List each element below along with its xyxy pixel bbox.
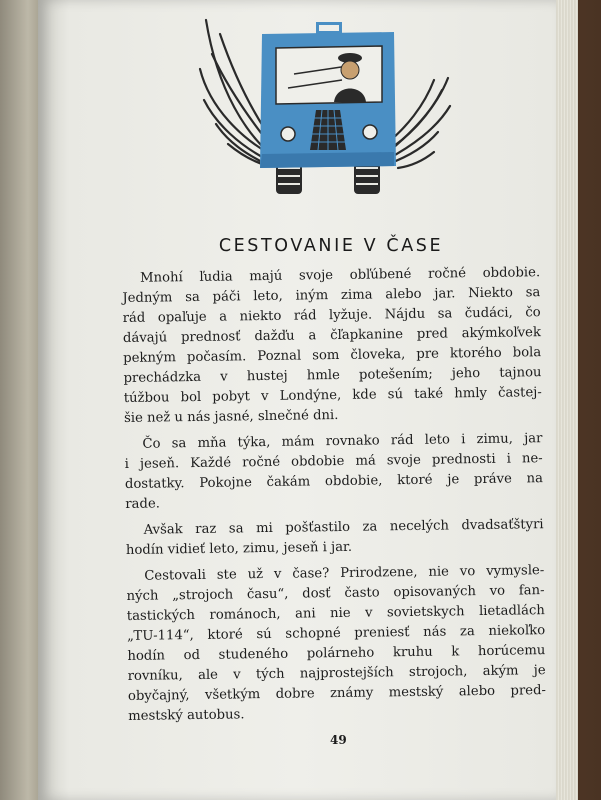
text-line: hodín od studeného polárneho kruhu k horúcemu — [127, 643, 546, 664]
text-line: dávajú prednosť dažďu a čľapkanine pred akýmkoľvek — [122, 325, 542, 346]
paragraph — [124, 429, 543, 515]
text-line: hodín vidieť leto, zimu, jeseň i jar. — [125, 539, 353, 558]
text-line: Jedným sa páči leto, iným zima alebo jar. Niekto sa — [122, 285, 541, 306]
paragraph — [126, 561, 546, 727]
paragraph — [126, 515, 545, 561]
text-line: rád opaľuje a niekto rád lyžuje. Nájdu sa čudáci, čo — [122, 305, 541, 326]
paragraph — [122, 263, 542, 429]
text-line: tastických románoch, ani nie v sovietskych lietadlách — [126, 603, 545, 624]
text-line: Čo sa mňa týka, mám rovnako rád leto i zimu, jar — [142, 431, 543, 452]
text-line: rovníku, ale v tých najprostejších strojoch, akým je — [127, 663, 546, 684]
text-line: mestský autobus. — [128, 707, 245, 724]
text-line: šie než u nás jasné, slnečné dni. — [123, 407, 339, 426]
text-line: rade. — [125, 496, 160, 512]
text-line: i jeseň. Každé ročné obdobie má svoje prednosti i ne- — [124, 451, 543, 472]
text-line: Mnohí ľudia majú svoje obľúbené ročné obdobie. — [140, 265, 541, 286]
text-line: túžbou bol pobyt v Londýne, kde sú také hmly častej- — [123, 385, 542, 406]
page-number: 49 — [330, 733, 347, 747]
winged-bus-icon — [198, 14, 458, 204]
chapter-title: CESTOVANIE V ČASE — [218, 236, 444, 256]
text-line: „TU-114“, ktoré sú schopné preniesť nás za niekoľko — [127, 623, 546, 644]
left-wing-icon — [200, 20, 270, 166]
text-line: Avšak raz sa mi pošťastilo za necelých dvadsaťštyri — [143, 517, 544, 538]
book-page — [38, 0, 556, 800]
text-line: dostatky. Pokojne čakám obdobie, ktoré je práve na — [124, 471, 544, 492]
text-line: prechádzka v hustej hmle potešením; jeho tajnou — [123, 365, 542, 386]
text-line: Cestovali ste už v čase? Prirodzene, nie vo vymysle- — [144, 563, 545, 584]
previous-page-edge — [0, 0, 40, 800]
text-line: ných „strojoch času“, dosť často opisovaných vo fan- — [126, 583, 545, 604]
body-text — [122, 263, 546, 733]
headlight-icon — [363, 125, 377, 139]
headlight-icon — [281, 127, 295, 141]
text-line: obyčajný, všetkým dobre známy mestský alebo pred- — [127, 683, 547, 704]
text-line: pekným počasím. Poznal som človeka, pre ktorého bola — [123, 345, 542, 366]
